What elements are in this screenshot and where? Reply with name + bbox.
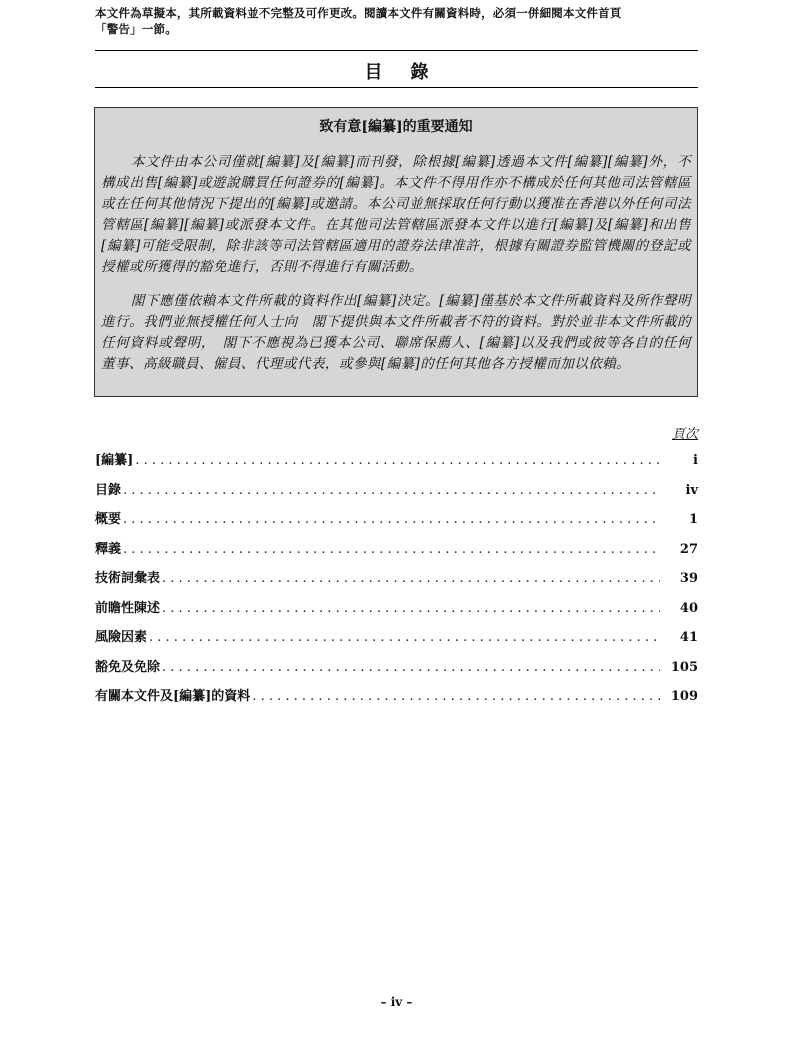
important-notice-box xyxy=(94,107,698,397)
toc-leader-dots xyxy=(162,601,660,616)
toc-entry-label: 有關本文件及[編纂]的資料 xyxy=(95,689,251,704)
draft-warning-line-2: 「警告」一節。 xyxy=(95,22,177,36)
toc-entry-page: i xyxy=(693,453,698,468)
page-title: 目錄 xyxy=(364,62,457,83)
toc-entry[interactable] xyxy=(95,449,698,479)
draft-warning xyxy=(95,5,700,37)
toc-entry-page: 40 xyxy=(679,600,698,616)
toc-entry[interactable] xyxy=(95,479,698,509)
toc-entry[interactable] xyxy=(95,508,698,538)
table-of-contents xyxy=(95,449,698,715)
toc-entry-label: 技術詞彙表 xyxy=(95,571,161,586)
notice-heading: 致有意[編纂]的重要通知 xyxy=(319,119,473,135)
notice-paragraph-1: 本文件由本公司僅就[編纂]及[編纂]而刊發，除根據[編纂]透過本文件[編纂][編纂]外，不構成出售[編纂]或遊說購買任何證券的[編纂]。本文件不得用作亦不構成於任何其他司法管轄區或在任何其他情況下提出的[編纂]或邀請。本公司並無採取任何行動以獲准在香港以外任何司法管轄區[編纂][編纂]或派發本文件。在其他司法管轄區派發本文件以進行[編纂]及[編纂]和出售[編纂]可能受限制，除非該等司法管轄區適用的證券法律准許，根據有關證券監管機關的登記或授權或所獲得的豁免進行，否則不得進行有關活動。 xyxy=(101,154,691,275)
toc-entry-page: 27 xyxy=(679,541,698,557)
toc-entry-label: 豁免及免除 xyxy=(95,659,161,675)
toc-entry-label: 目錄 xyxy=(95,482,122,498)
toc-entry-page: iv xyxy=(685,482,698,498)
toc-leader-dots xyxy=(252,689,660,704)
toc-entry[interactable] xyxy=(95,538,698,568)
draft-warning-line-1: 本文件為草擬本，其所載資料並不完整及可作更改。閱讀本文件有關資料時，必須一併細閱本文件首頁 xyxy=(95,6,622,20)
toc-leader-dots xyxy=(149,630,660,645)
toc-leader-dots xyxy=(135,453,660,468)
toc-entry-label: 釋義 xyxy=(95,541,122,557)
toc-entry-label: 概要 xyxy=(95,512,122,527)
toc-leader-dots xyxy=(123,512,660,527)
toc-entry-label: 前瞻性陳述 xyxy=(95,600,161,616)
toc-entry[interactable] xyxy=(95,685,698,715)
toc-entry-label: [編纂] xyxy=(95,453,134,468)
toc-entry-page: 41 xyxy=(679,630,698,645)
toc-entry[interactable] xyxy=(95,567,698,597)
toc-entry-page: 39 xyxy=(679,571,698,586)
toc-entry[interactable] xyxy=(95,626,698,656)
toc-entry-page: 1 xyxy=(688,512,698,527)
toc-leader-dots xyxy=(162,660,660,675)
title-top-rule xyxy=(95,50,698,51)
toc-entry[interactable] xyxy=(95,597,698,627)
title-bottom-rule xyxy=(95,87,698,88)
page-column-label: 頁次 xyxy=(671,427,698,442)
toc-entry[interactable] xyxy=(95,656,698,686)
toc-leader-dots xyxy=(123,542,660,557)
toc-entry-label: 風險因素 xyxy=(95,630,148,645)
toc-leader-dots xyxy=(123,483,660,498)
notice-paragraph-2: 閣下應僅依賴本文件所載的資料作出[編纂]決定。[編纂]僅基於本文件所載資料及所作聲明進行。我們並無授權任何人士向 閣下提供與本文件所載者不符的資料。對於並非本文件所載的任何資料或聲明， 閣下不應視為已獲本公司、聯席保薦人、[編纂]以及我們或彼等各自的任何董事、高級職員、僱員、代理或代表，或參與[編纂]的任何其他各方授權而加以依賴。 xyxy=(101,293,691,372)
page-number-footer: – iv – xyxy=(380,995,413,1009)
toc-entry-page: 109 xyxy=(670,689,698,704)
toc-entry-page: 105 xyxy=(670,659,698,675)
toc-leader-dots xyxy=(162,571,660,586)
